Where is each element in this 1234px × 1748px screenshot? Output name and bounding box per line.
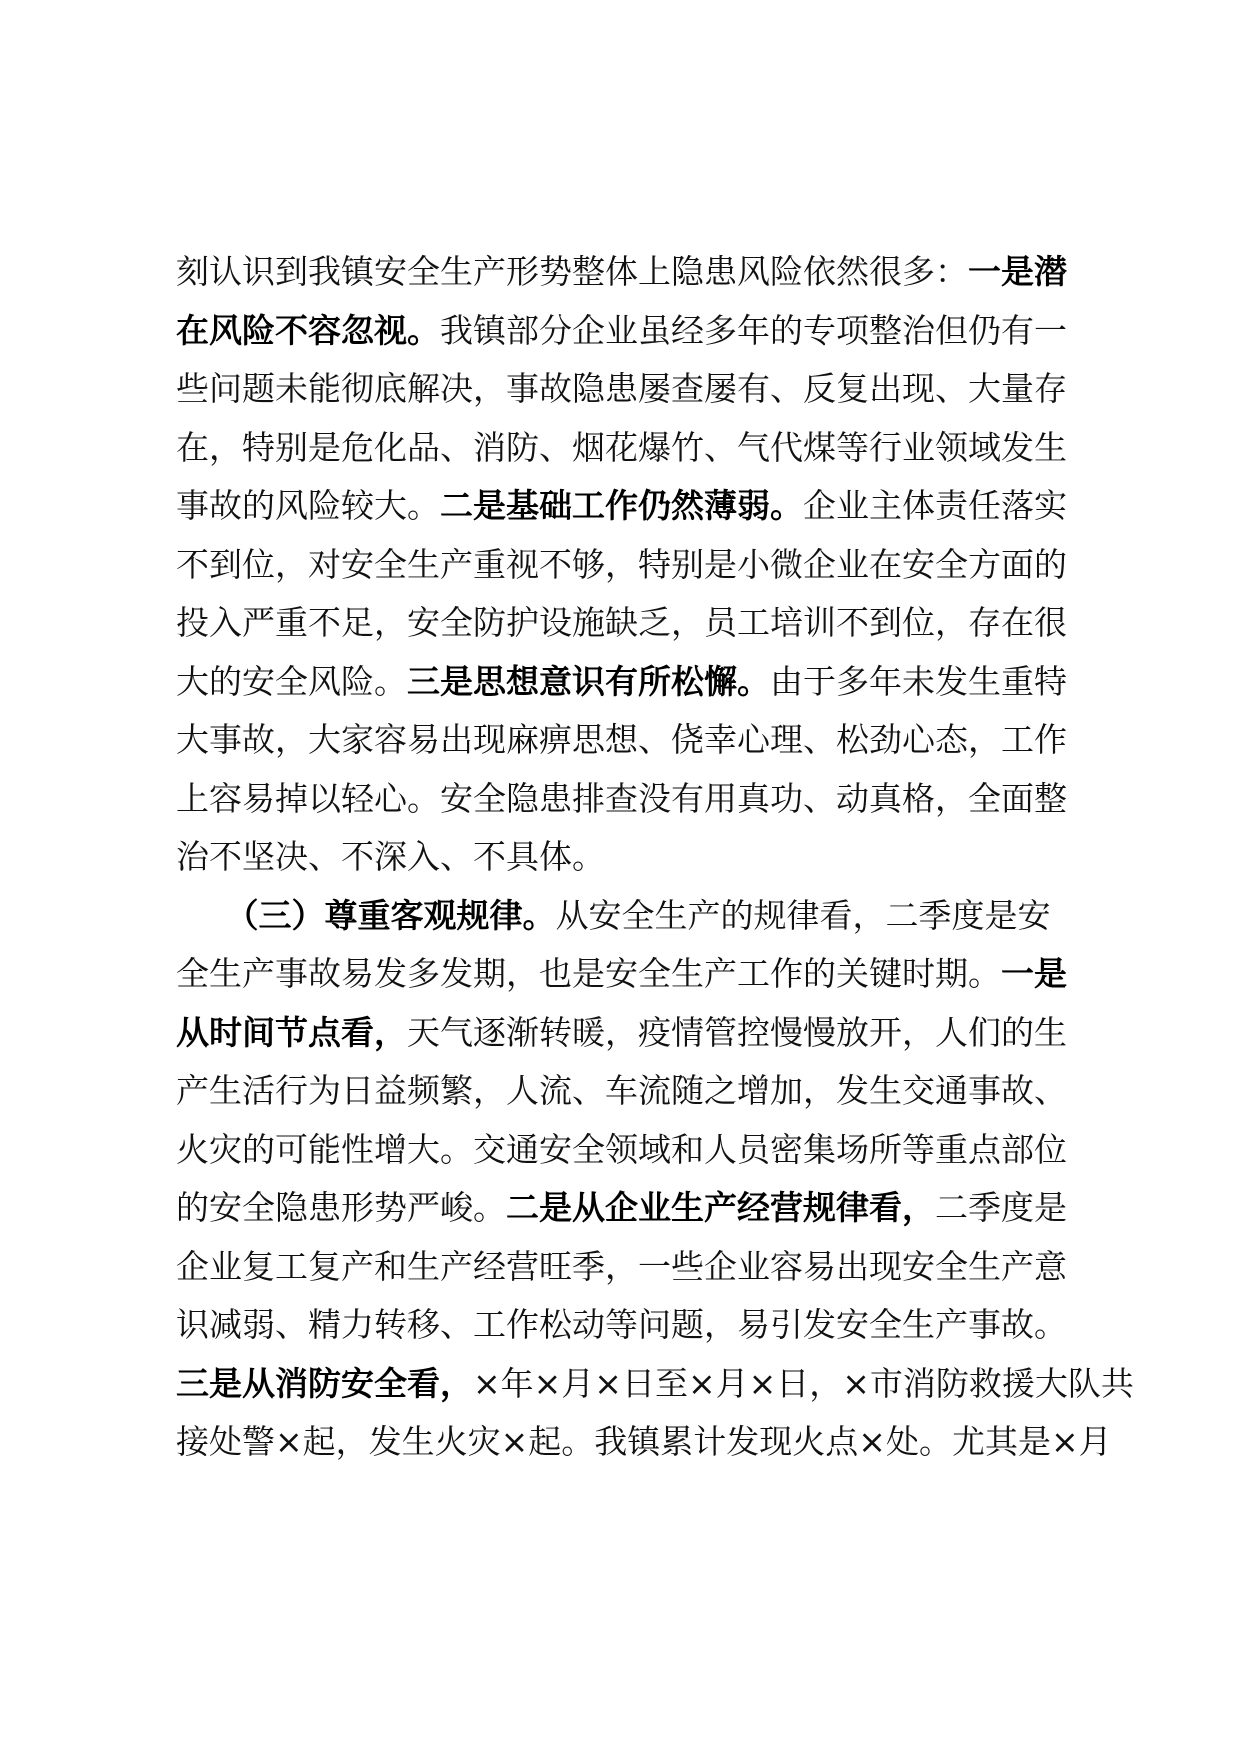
text-line: [176, 360, 1096, 419]
text-line: [176, 1121, 1096, 1180]
text-run: 些问题未能彻底解决，事故隐患屡查屡有、反复出现、大量存: [176, 369, 1067, 408]
text-run: 产生活行为日益频繁，人流、车流随之增加，发生交通事故、: [176, 1071, 1067, 1110]
text-line: [176, 1238, 1096, 1297]
text-line: [176, 302, 1096, 361]
text-run: 火灾的可能性增大。交通安全领域和人员密集场所等重点部位: [176, 1129, 1067, 1169]
text-line: [176, 828, 1096, 887]
text-run: 刻认识到我镇安全生产形势整体上隐患风险依然很多：: [176, 252, 968, 291]
text-line: [176, 653, 1096, 712]
text-run: 企业主体责任落实: [803, 486, 1067, 525]
text-line: [176, 1179, 1096, 1238]
text-run: 二季度是: [935, 1188, 1067, 1227]
bold-text-run: 在风险不容忽视。: [176, 310, 440, 350]
text-run: 在，特别是危化品、消防、烟花爆竹、气代煤等行业领域发生: [176, 427, 1067, 467]
section-heading: （三）尊重客观规律。: [176, 895, 556, 935]
text-line: [176, 1355, 1134, 1414]
bold-text-run: 二是基础工作仍然薄弱。: [440, 486, 803, 525]
text-line: [176, 1296, 1096, 1355]
text-run: 全生产事故易发多发期，也是安全生产工作的关键时期。: [176, 954, 1001, 993]
text-run: 的安全隐患形势严峻。: [176, 1188, 506, 1227]
text-run: 天气逐渐转暖，疫情管控慢慢放开，人们的生: [407, 1012, 1067, 1052]
text-line: [176, 1413, 1112, 1472]
text-run: 识减弱、精力转移、工作松动等问题，易引发安全生产事故。: [176, 1305, 1067, 1344]
bold-text-run: 从时间节点看，: [176, 1012, 407, 1052]
text-line: [176, 419, 1096, 478]
text-line: [176, 711, 1096, 770]
text-line: [176, 243, 1096, 302]
text-run: 上容易掉以轻心。安全隐患排查没有用真功、动真格，全面整: [176, 778, 1067, 818]
text-run: 不到位，对安全生产重视不够，特别是小微企业在安全方面的: [176, 544, 1067, 584]
text-run: 从安全生产的规律看，二季度是安: [555, 895, 1051, 935]
text-line: [176, 887, 1096, 946]
bold-text-run: 三是从消防安全看，: [176, 1363, 473, 1403]
bold-text-run: 二是从企业生产经营规律看，: [506, 1188, 935, 1227]
bold-text-run: 一是潜: [968, 252, 1067, 291]
text-line: [176, 770, 1096, 829]
bold-text-run: 一是: [1001, 954, 1067, 993]
text-run: 企业复工复产和生产经营旺季，一些企业容易出现安全生产意: [176, 1246, 1067, 1286]
text-run: 大的安全风险。: [176, 661, 407, 701]
text-line: [176, 945, 1096, 1004]
bold-text-run: 三是思想意识有所松懈。: [407, 661, 770, 701]
text-run: 大事故，大家容易出现麻痹思想、侥幸心理、松劲心态，工作: [176, 720, 1067, 759]
text-line: [176, 1062, 1096, 1121]
text-line: [176, 536, 1096, 595]
text-run: 事故的风险较大。: [176, 486, 440, 525]
text-run: 我镇部分企业虽经多年的专项整治但仍有一: [440, 310, 1067, 350]
text-run: 由于多年未发生重特: [770, 661, 1067, 701]
text-line: [176, 594, 1096, 653]
document-body: [176, 243, 1134, 1472]
text-line: [176, 477, 1096, 536]
paragraph-risk-analysis: [176, 243, 1096, 887]
text-run: ×年×月×日至×月×日，×市消防救援大队共: [473, 1363, 1134, 1403]
text-run: 接处警×起，发生火灾×起。我镇累计发现火点×处。尤其是×月: [176, 1422, 1112, 1461]
text-line: [176, 1004, 1096, 1063]
text-run: 投入严重不足，安全防护设施缺乏，员工培训不到位，存在很: [176, 603, 1067, 642]
paragraph-objective-laws: [176, 887, 1134, 1472]
text-run: 治不坚决、不深入、不具体。: [176, 837, 605, 876]
